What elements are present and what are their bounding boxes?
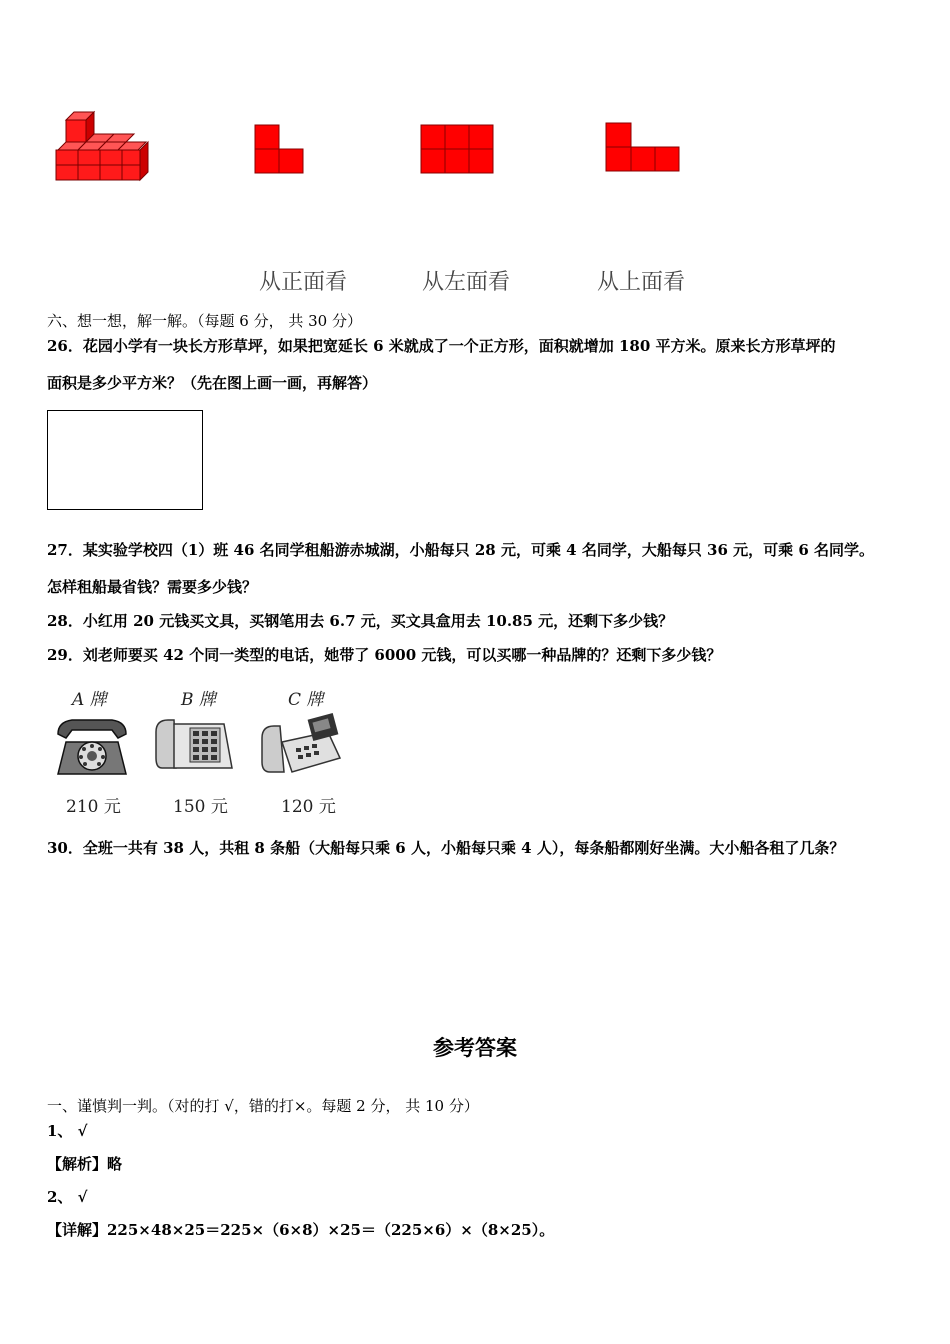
- phone-b-price: 150 元: [173, 797, 228, 817]
- keypad-phone-icon: [152, 712, 236, 774]
- q26-line1: 26．花园小学有一块长方形草坪，如果把宽延长 6 米就成了一个正方形，面积就增加 180 平方米。原来长方形草坪的: [47, 337, 836, 355]
- answers-title: 参考答案: [433, 1036, 517, 1060]
- left-view-shape: [419, 123, 495, 175]
- phone-a-price: 210 元: [66, 797, 121, 817]
- phone-b-brand: B 牌: [181, 690, 216, 710]
- top-view-shape: [604, 121, 682, 173]
- left-view-label: 从左面看: [422, 270, 511, 295]
- answers-section1-heading: 一、谨慎判一判。（对的打 √，错的打×。每题 2 分， 共 10 分）: [47, 1097, 479, 1115]
- front-view-label: 从正面看: [259, 270, 348, 295]
- phone-a-brand: A 牌: [72, 690, 107, 710]
- answer-1: 1、 √: [47, 1122, 88, 1140]
- answer-2: 2、 √: [47, 1188, 88, 1206]
- rectangle-drawing-area[interactable]: [47, 410, 203, 510]
- q30: 30．全班一共有 38 人，共租 8 条船（大船每只乘 6 人，小船每只乘 4 人），每条船都刚好坐满。大小船各租了几条？: [47, 839, 845, 857]
- q28: 28．小红用 20 元钱买文具，买钢笔用去 6.7 元，买文具盒用去 10.85 元，还剩下多少钱？: [47, 612, 674, 630]
- top-view-label: 从上面看: [597, 270, 686, 295]
- cube-stack-figure: [52, 108, 152, 184]
- q27-line1: 27．某实验学校四（1）班 46 名同学租船游赤城湖，小船每只 28 元，可乘 4 名同学，大船每只 36 元，可乘 6 名同学。: [47, 541, 875, 559]
- section6-heading: 六、想一想，解一解。（每题 6 分， 共 30 分）: [47, 312, 362, 330]
- front-view-shape: [253, 123, 305, 175]
- answer-2-detail: 【详解】225×48×25＝225×（6×8）×25＝（225×6）×（8×25）。: [47, 1221, 555, 1239]
- fax-phone-icon: [258, 712, 344, 776]
- answer-1-analysis: 【解析】略: [47, 1155, 123, 1173]
- phone-c-price: 120 元: [281, 797, 336, 817]
- q29: 29．刘老师要买 42 个同一类型的电话，她带了 6000 元钱，可以买哪一种品牌的？还剩下多少钱？: [47, 646, 722, 664]
- rotary-phone-icon: [52, 712, 132, 780]
- phone-c-brand: C 牌: [288, 690, 324, 710]
- q26-line2: 面积是多少平方米？（先在图上画一画，再解答）: [47, 374, 378, 392]
- q27-line2: 怎样租船最省钱？需要多少钱？: [47, 578, 258, 596]
